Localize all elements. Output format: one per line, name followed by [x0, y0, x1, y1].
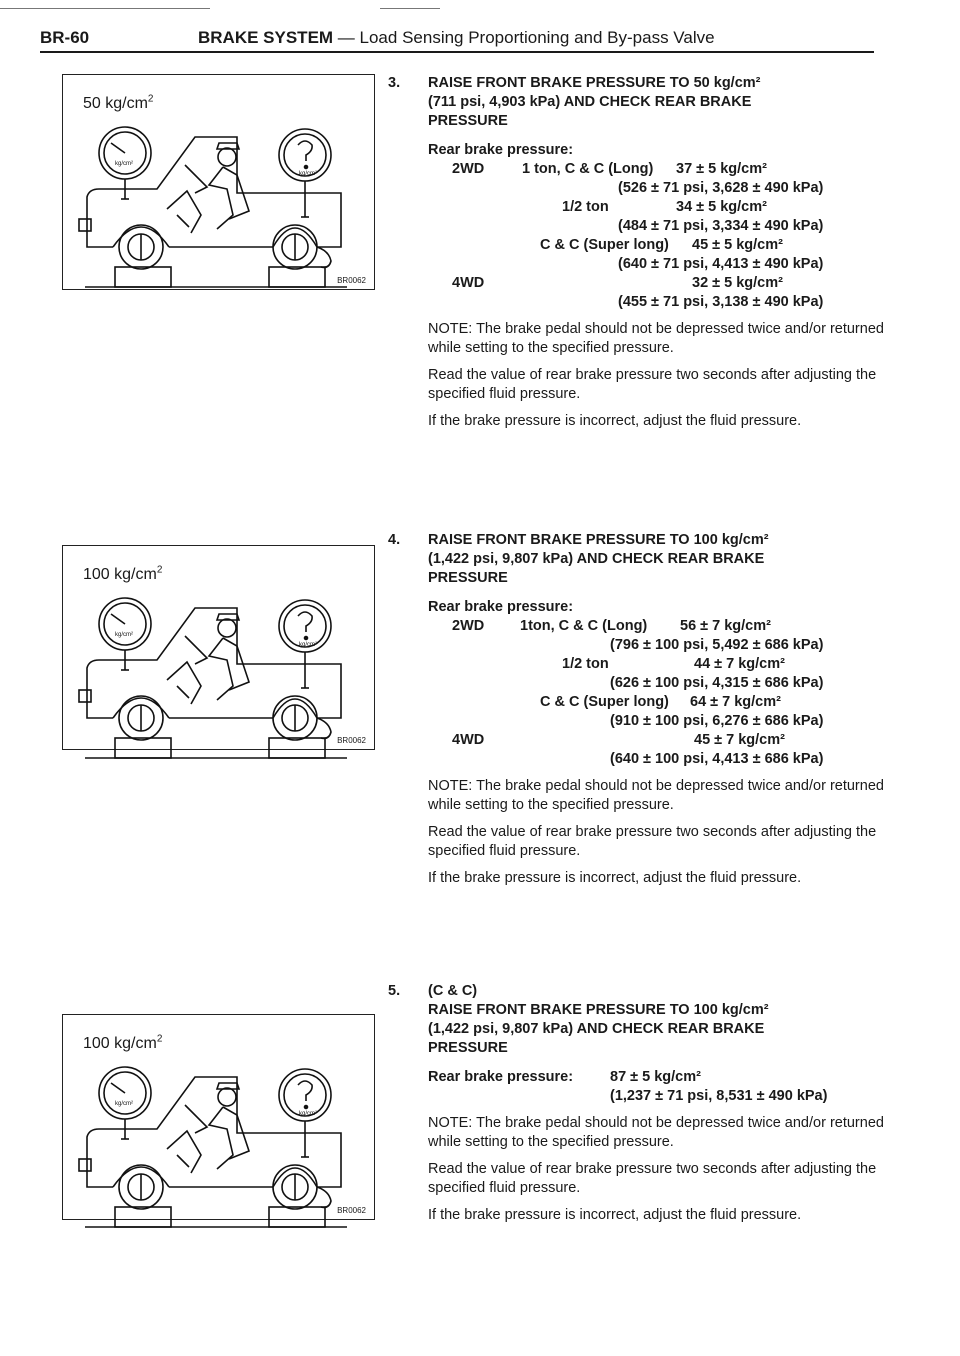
spec-row: (640 ± 100 psi, 4,413 ± 686 kPa)	[610, 751, 824, 767]
header-rule	[40, 51, 874, 53]
spec-row: (526 ± 71 psi, 3,628 ± 490 kPa)	[618, 180, 824, 196]
svg-text:kg/cm²: kg/cm²	[299, 642, 317, 648]
read-instruction: Read the value of rear brake pressure two seconds after adjusting the specified fluid pressure.	[428, 367, 877, 402]
spec-row: (640 ± 71 psi, 4,413 ± 490 kPa)	[618, 256, 824, 272]
figure-label: 100 $kg/cm^2$	[83, 1033, 163, 1052]
spec-row: C & C (Super long) 45 ± 5 kg/cm²	[540, 237, 783, 253]
spec-row: 2WD 1 ton, C & C (Long) 37 ± 5 kg/cm²	[452, 161, 767, 177]
svg-text:kg/cm²: kg/cm²	[299, 171, 317, 177]
step-heading: RAISE FRONT BRAKE PRESSURE TO 100 kg/cm² (1,422 psi, 9,807 kPa) AND CHECK REAR BRAKE PRESSURE	[428, 532, 769, 586]
spec-row: (455 ± 71 psi, 3,138 ± 490 kPa)	[618, 294, 824, 310]
truck-gauge-illustration	[77, 119, 361, 295]
spec-row: 4WD 32 ± 5 kg/cm²	[452, 275, 783, 291]
spec-row: 2WD 1ton, C & C (Long) 56 ± 7 kg/cm²	[452, 618, 771, 634]
spec-row: 1/2 ton 44 ± 7 kg/cm²	[562, 656, 785, 672]
page-code: BR-60	[40, 28, 90, 47]
figure-code: BR0062	[337, 1206, 366, 1215]
system-name: BRAKE SYSTEM	[198, 28, 334, 47]
figure-100kg-cc	[62, 1014, 375, 1220]
spec-row: (1,237 ± 71 psi, 8,531 ± 490 kPa)	[610, 1088, 828, 1104]
figure-50kg	[62, 74, 375, 290]
truck-gauge-illustration	[77, 590, 361, 766]
step-number: 5.	[388, 983, 401, 999]
truck-gauge-illustration	[77, 1059, 361, 1235]
adjust-instruction: If the brake pressure is incorrect, adjust the fluid pressure.	[428, 870, 802, 886]
svg-text:kg/cm²: kg/cm²	[299, 1111, 317, 1117]
step-heading: RAISE FRONT BRAKE PRESSURE TO 50 kg/cm² (711 psi, 4,903 kPa) AND CHECK REAR BRAKE PRESSURE	[428, 75, 761, 129]
rear-brake-label: Rear brake pressure:	[428, 142, 574, 158]
note-text: NOTE: The brake pedal should not be depressed twice and/or returned while setting to the specified pressure.	[428, 1115, 884, 1150]
read-instruction: Read the value of rear brake pressure two seconds after adjusting the specified fluid pressure.	[428, 1161, 877, 1196]
note-text: NOTE: The brake pedal should not be depressed twice and/or returned while setting to the specified pressure.	[428, 778, 884, 813]
spec-row: 4WD 45 ± 7 kg/cm²	[452, 732, 785, 748]
spec-row: 1/2 ton 34 ± 5 kg/cm²	[562, 199, 767, 215]
section-subtitle: — Load Sensing Proportioning and By-pass Valve	[333, 28, 715, 47]
page-header	[40, 28, 874, 54]
rear-brake-label: Rear brake pressure:	[428, 1069, 574, 1085]
figure-code: BR0062	[337, 276, 366, 285]
svg-text:kg/cm²: kg/cm²	[115, 161, 133, 167]
figure-label: 50 $kg/cm^2$	[83, 93, 154, 112]
spec-list	[428, 160, 888, 312]
rear-brake-label: Rear brake pressure:	[428, 599, 574, 615]
spec-row: Rear brake pressure: 87 ± 5 kg/cm²	[428, 1069, 701, 1085]
svg-text:kg/cm²: kg/cm²	[115, 632, 133, 638]
note-text: NOTE: The brake pedal should not be depressed twice and/or returned while setting to the specified pressure.	[428, 321, 884, 356]
spec-row: (910 ± 100 psi, 6,276 ± 686 kPa)	[610, 713, 824, 729]
step-number: 3.	[388, 75, 401, 91]
spec-list	[428, 617, 888, 769]
spec-row: (796 ± 100 psi, 5,492 ± 686 kPa)	[610, 637, 824, 653]
scan-artifact-line	[380, 8, 440, 9]
read-instruction: Read the value of rear brake pressure two seconds after adjusting the specified fluid pressure.	[428, 824, 877, 859]
step-number: 4.	[388, 532, 401, 548]
adjust-instruction: If the brake pressure is incorrect, adjust the fluid pressure.	[428, 413, 802, 429]
step-heading: (C & C) RAISE FRONT BRAKE PRESSURE TO 100 kg/cm² (1,422 psi, 9,807 kPa) AND CHECK REAR BRAKE PRESSURE	[428, 983, 769, 1056]
figure-100kg	[62, 545, 375, 750]
svg-text:kg/cm²: kg/cm²	[115, 1101, 133, 1107]
spec-row: C & C (Super long) 64 ± 7 kg/cm²	[540, 694, 781, 710]
figure-code: BR0062	[337, 736, 366, 745]
spec-row: (484 ± 71 psi, 3,334 ± 490 kPa)	[618, 218, 824, 234]
page-title	[198, 28, 715, 48]
spec-row: (626 ± 100 psi, 4,315 ± 686 kPa)	[610, 675, 824, 691]
figure-label: 100 $kg/cm^2$	[83, 564, 163, 583]
scan-artifact-line	[0, 8, 210, 9]
adjust-instruction: If the brake pressure is incorrect, adjust the fluid pressure.	[428, 1207, 802, 1223]
